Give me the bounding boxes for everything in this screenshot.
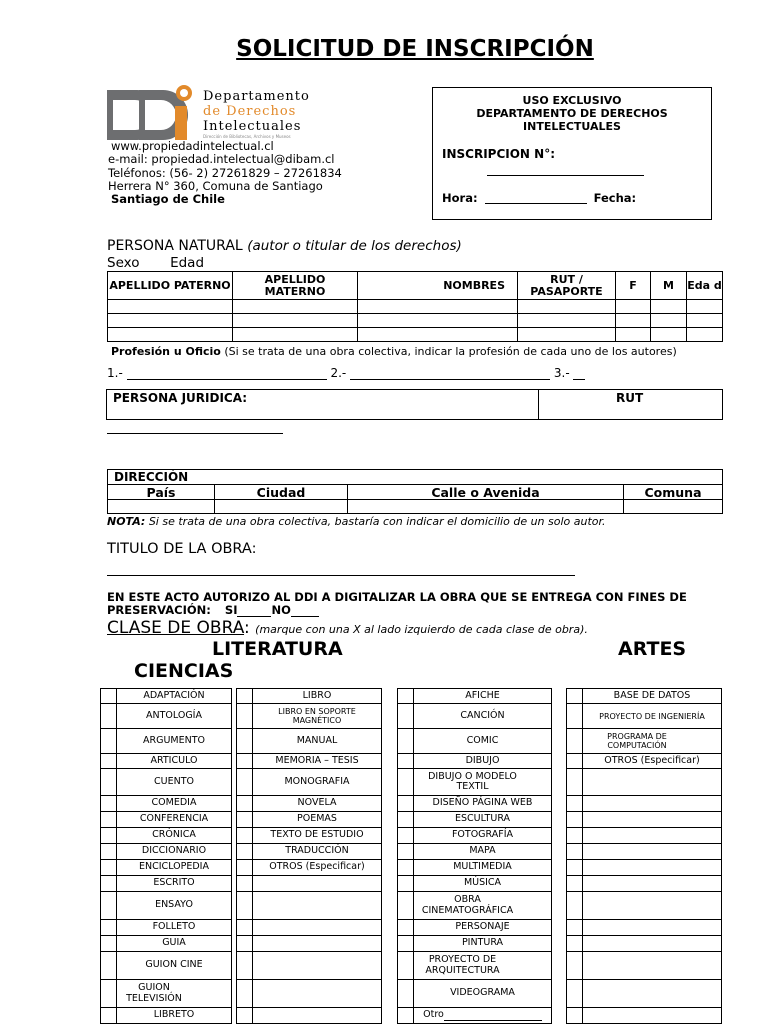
fecha-label: Fecha: bbox=[593, 191, 637, 205]
list-item: GUIA bbox=[117, 936, 232, 952]
checkbox[interactable] bbox=[567, 844, 583, 860]
checkbox[interactable] bbox=[398, 769, 414, 796]
uso-header bbox=[433, 94, 711, 133]
list-item: ENSAYO bbox=[117, 892, 232, 920]
cell[interactable] bbox=[616, 300, 651, 314]
checkbox[interactable] bbox=[567, 952, 583, 980]
empty-item[interactable] bbox=[583, 796, 722, 812]
clase-obra-heading bbox=[107, 618, 588, 638]
checkbox[interactable] bbox=[237, 936, 253, 952]
cell[interactable] bbox=[358, 328, 518, 342]
checkbox[interactable] bbox=[398, 812, 414, 828]
checkbox[interactable] bbox=[567, 980, 583, 1008]
checkbox[interactable] bbox=[567, 729, 583, 754]
empty-item[interactable] bbox=[583, 892, 722, 920]
clase-obra-label: CLASE DE OBRA bbox=[107, 618, 245, 638]
checkbox[interactable] bbox=[101, 769, 117, 796]
uso-exclusivo-box bbox=[432, 87, 712, 220]
list-item: FOTOGRAFÍA bbox=[414, 828, 552, 844]
checkbox[interactable] bbox=[398, 729, 414, 754]
checkbox[interactable] bbox=[398, 828, 414, 844]
checkbox[interactable] bbox=[398, 796, 414, 812]
checkbox[interactable] bbox=[398, 844, 414, 860]
contact-web: www.propiedadintelectual.cl bbox=[111, 139, 274, 153]
checkbox[interactable] bbox=[101, 844, 117, 860]
checkbox[interactable] bbox=[398, 892, 414, 920]
inscripcion-label: INSCRIPCION N°: bbox=[442, 147, 555, 161]
table-row bbox=[108, 300, 723, 314]
checkbox[interactable] bbox=[237, 796, 253, 812]
autorizacion-line-2 bbox=[107, 604, 687, 617]
checkbox[interactable] bbox=[101, 860, 117, 876]
nota-text: Si se trata de una obra colectiva, bastaría con indicar el domicilio de un solo autor. bbox=[148, 515, 606, 528]
list-item: PINTURA bbox=[414, 936, 552, 952]
list-item: LIBRETO bbox=[117, 1008, 232, 1024]
list-item: DIBUJO O MODELO TEXTIL bbox=[414, 769, 552, 796]
autorizacion-block bbox=[107, 591, 687, 617]
list-item: VIDEOGRAMA bbox=[414, 980, 552, 1008]
cell[interactable] bbox=[518, 314, 616, 328]
uso-line-2: DEPARTAMENTO DE DERECHOS bbox=[476, 107, 668, 120]
list-item: TEXTO DE ESTUDIO bbox=[253, 828, 382, 844]
empty-item[interactable] bbox=[583, 920, 722, 936]
table-row bbox=[108, 328, 723, 342]
list-item: OTROS (Especificar) bbox=[253, 860, 382, 876]
empty-item[interactable] bbox=[583, 812, 722, 828]
empty-item[interactable] bbox=[583, 860, 722, 876]
empty-item[interactable] bbox=[583, 876, 722, 892]
list-item: CRÓNICA bbox=[117, 828, 232, 844]
otro-field[interactable] bbox=[444, 1012, 542, 1021]
checkbox[interactable] bbox=[237, 689, 253, 704]
cell[interactable] bbox=[108, 328, 233, 342]
header-pais: País bbox=[108, 485, 215, 500]
checkbox[interactable] bbox=[101, 689, 117, 704]
cell[interactable] bbox=[233, 328, 358, 342]
page-title: SOLICITUD DE INSCRIPCIÓN bbox=[236, 36, 594, 62]
checkbox[interactable] bbox=[101, 828, 117, 844]
list-item: ARTICULO bbox=[117, 754, 232, 769]
checkbox[interactable] bbox=[237, 980, 253, 1008]
checkbox[interactable] bbox=[237, 769, 253, 796]
list-item: MEMORIA – TESIS bbox=[253, 754, 382, 769]
list-item: MULTIMEDIA bbox=[414, 860, 552, 876]
divider bbox=[538, 390, 539, 419]
list-item: GUION CINE bbox=[117, 952, 232, 980]
otro-item bbox=[414, 1008, 552, 1024]
hora-underline bbox=[485, 203, 587, 204]
header-f: F bbox=[616, 272, 651, 300]
checkbox[interactable] bbox=[567, 828, 583, 844]
logo-line-1: Departamento bbox=[203, 89, 310, 104]
checkbox[interactable] bbox=[237, 729, 253, 754]
list-item: CONFERENCIA bbox=[117, 812, 232, 828]
profesion-text: (Si se trata de una obra colectiva, indicar la profesión de cada uno de los autores) bbox=[224, 345, 677, 358]
list-item: CUENTO bbox=[117, 769, 232, 796]
list-item: COMIC bbox=[414, 729, 552, 754]
category-artes: ARTES bbox=[618, 638, 687, 660]
empty-item[interactable] bbox=[253, 876, 382, 892]
checkbox[interactable] bbox=[398, 936, 414, 952]
si-label: SI bbox=[224, 603, 238, 617]
cell[interactable] bbox=[215, 500, 348, 514]
checkbox[interactable] bbox=[398, 920, 414, 936]
empty-item[interactable] bbox=[253, 920, 382, 936]
list-item: PERSONAJE bbox=[414, 920, 552, 936]
profesion-label: Profesión u Oficio bbox=[111, 345, 221, 358]
checkbox[interactable] bbox=[398, 754, 414, 769]
empty-item[interactable] bbox=[253, 892, 382, 920]
checkbox[interactable] bbox=[101, 892, 117, 920]
empty-item[interactable] bbox=[253, 980, 382, 1008]
nota-row bbox=[107, 515, 606, 528]
list-item: LIBRO EN SOPORTE MAGNÉTICO bbox=[253, 704, 382, 729]
persona-natural-label: PERSONA NATURAL bbox=[107, 238, 243, 254]
list-item: TRADUCCIÓN bbox=[253, 844, 382, 860]
profesion-3-field[interactable] bbox=[573, 378, 585, 380]
cell[interactable] bbox=[687, 314, 723, 328]
contact-email: e-mail: propiedad.intelectual@dibam.cl bbox=[108, 152, 335, 167]
cell[interactable] bbox=[518, 300, 616, 314]
persona-juridica-label: PERSONA JURIDICA: bbox=[113, 391, 248, 405]
checkbox[interactable] bbox=[237, 844, 253, 860]
cell[interactable] bbox=[108, 300, 233, 314]
checkbox[interactable] bbox=[398, 860, 414, 876]
checkbox[interactable] bbox=[567, 1008, 583, 1024]
header-rut: RUT / PASAPORTE bbox=[518, 272, 616, 300]
cell[interactable] bbox=[358, 300, 518, 314]
direccion-table bbox=[107, 469, 723, 514]
literatura-col-2 bbox=[236, 688, 382, 1024]
empty-item[interactable] bbox=[253, 952, 382, 980]
clase-colon: : bbox=[244, 618, 250, 638]
checkbox[interactable] bbox=[237, 892, 253, 920]
list-item: OTROS (Especificar) bbox=[583, 754, 722, 769]
list-item: AFICHE bbox=[414, 689, 552, 704]
list-item: ENCICLOPEDIA bbox=[117, 860, 232, 876]
header-apellido-paterno: APELLIDO PATERNO bbox=[108, 272, 233, 300]
contact-city: Santiago de Chile bbox=[111, 192, 225, 207]
persona-natural-heading bbox=[107, 238, 462, 254]
checkbox[interactable] bbox=[101, 812, 117, 828]
cell[interactable] bbox=[108, 314, 233, 328]
cell[interactable] bbox=[233, 314, 358, 328]
cell[interactable] bbox=[651, 328, 687, 342]
empty-item[interactable] bbox=[253, 936, 382, 952]
logo-line-2: de Derechos bbox=[203, 104, 297, 119]
nota-label: NOTA: bbox=[107, 515, 146, 528]
artes-col bbox=[397, 688, 552, 1024]
si-field[interactable] bbox=[237, 615, 271, 617]
list-item: PROYECTO DE ARQUITECTURA bbox=[414, 952, 552, 980]
checkbox[interactable] bbox=[101, 876, 117, 892]
juridica-underline bbox=[107, 433, 283, 434]
profesion-1-label: 1.- bbox=[107, 366, 123, 380]
checkbox[interactable] bbox=[101, 936, 117, 952]
logo-subtitle: Dirección de Bibliotecas, Archivos y Museos bbox=[203, 134, 291, 139]
checkbox[interactable] bbox=[567, 769, 583, 796]
cell[interactable] bbox=[687, 300, 723, 314]
uso-line-3: INTELECTUALES bbox=[523, 120, 621, 133]
list-item: DIBUJO bbox=[414, 754, 552, 769]
autorizacion-line-1: EN ESTE ACTO AUTORIZO AL DDI A DIGITALIZAR LA OBRA QUE SE ENTREGA CON FINES DE bbox=[107, 590, 687, 604]
empty-item[interactable] bbox=[583, 844, 722, 860]
persona-juridica-box[interactable] bbox=[106, 389, 723, 420]
cell[interactable] bbox=[518, 328, 616, 342]
cell[interactable] bbox=[616, 328, 651, 342]
header-nombres: NOMBRES bbox=[358, 272, 518, 300]
cell[interactable] bbox=[624, 500, 723, 514]
list-item: PROYECTO DE INGENIERÍA bbox=[583, 704, 722, 729]
header-apellido-materno: APELLIDO MATERNO bbox=[233, 272, 358, 300]
profesion-lines bbox=[107, 366, 585, 380]
checkbox[interactable] bbox=[567, 936, 583, 952]
list-item: DISEÑO PÁGINA WEB bbox=[414, 796, 552, 812]
empty-item[interactable] bbox=[583, 952, 722, 980]
category-literatura: LITERATURA bbox=[212, 638, 343, 660]
table-row bbox=[108, 314, 723, 328]
titulo-obra-field[interactable] bbox=[107, 575, 575, 576]
list-item: PROGRAMA DE COMPUTACIÓN bbox=[583, 729, 722, 754]
checkbox[interactable] bbox=[101, 729, 117, 754]
empty-item[interactable] bbox=[583, 936, 722, 952]
list-item: GUION TELEVISIÓN bbox=[117, 980, 232, 1008]
checkbox[interactable] bbox=[237, 952, 253, 980]
contact-block bbox=[108, 140, 342, 206]
edad-label: Edad bbox=[170, 255, 205, 271]
cell[interactable] bbox=[108, 500, 215, 514]
profesion-row bbox=[111, 345, 677, 358]
list-item: ESCRITO bbox=[117, 876, 232, 892]
profesion-2-label: 2.- bbox=[330, 366, 347, 380]
checkbox[interactable] bbox=[101, 920, 117, 936]
checkbox[interactable] bbox=[567, 860, 583, 876]
list-item: LIBRO bbox=[253, 689, 382, 704]
cell[interactable] bbox=[358, 314, 518, 328]
checkbox[interactable] bbox=[567, 920, 583, 936]
list-item: POEMAS bbox=[253, 812, 382, 828]
checkbox[interactable] bbox=[101, 796, 117, 812]
checkbox[interactable] bbox=[237, 1008, 253, 1024]
checkbox[interactable] bbox=[101, 1008, 117, 1024]
list-item: MAPA bbox=[414, 844, 552, 860]
profesion-2-field[interactable] bbox=[350, 378, 550, 380]
checkbox[interactable] bbox=[567, 796, 583, 812]
cell[interactable] bbox=[233, 300, 358, 314]
hora-label: Hora: bbox=[442, 191, 478, 205]
profesion-1-field[interactable] bbox=[127, 378, 327, 380]
preservacion-label: PRESERVACIÓN: bbox=[107, 603, 211, 617]
list-item: FOLLETO bbox=[117, 920, 232, 936]
checkbox[interactable] bbox=[567, 704, 583, 729]
list-item: ADAPTACIÓN bbox=[117, 689, 232, 704]
direccion-label: DIRECCIÓN bbox=[108, 470, 723, 485]
list-item: COMEDIA bbox=[117, 796, 232, 812]
checkbox[interactable] bbox=[398, 952, 414, 980]
checkbox[interactable] bbox=[567, 892, 583, 920]
checkbox[interactable] bbox=[237, 876, 253, 892]
literatura-col-1 bbox=[100, 688, 232, 1024]
titulo-obra-label: TITULO DE LA OBRA: bbox=[107, 541, 257, 557]
checkbox[interactable] bbox=[398, 704, 414, 729]
category-ciencias: CIENCIAS bbox=[134, 660, 234, 682]
list-item: OBRA CINEMATOGRÁFICA bbox=[414, 892, 552, 920]
checkbox[interactable] bbox=[237, 754, 253, 769]
cell[interactable] bbox=[651, 300, 687, 314]
checkbox[interactable] bbox=[101, 704, 117, 729]
ciencias-col bbox=[566, 688, 722, 1024]
checkbox[interactable] bbox=[237, 920, 253, 936]
list-item: BASE DE DATOS bbox=[583, 689, 722, 704]
logo-text bbox=[203, 89, 310, 134]
checkbox[interactable] bbox=[237, 860, 253, 876]
list-item: NOVELA bbox=[253, 796, 382, 812]
checkbox[interactable] bbox=[567, 689, 583, 704]
no-label: NO bbox=[271, 603, 291, 617]
list-item: MÚSICA bbox=[414, 876, 552, 892]
checkbox[interactable] bbox=[101, 952, 117, 980]
list-item: ESCULTURA bbox=[414, 812, 552, 828]
checkbox[interactable] bbox=[237, 812, 253, 828]
header-edad: Eda d bbox=[687, 272, 723, 300]
otro-label: Otro bbox=[423, 1009, 444, 1021]
checkbox[interactable] bbox=[398, 689, 414, 704]
cell[interactable] bbox=[687, 328, 723, 342]
inscripcion-field[interactable] bbox=[487, 175, 644, 176]
empty-item[interactable] bbox=[253, 1008, 382, 1024]
uso-line-1: USO EXCLUSIVO bbox=[522, 94, 622, 107]
no-field[interactable] bbox=[291, 615, 319, 617]
checkbox[interactable] bbox=[398, 980, 414, 1008]
checkbox[interactable] bbox=[567, 754, 583, 769]
logo-line-3: Intelectuales bbox=[203, 119, 302, 134]
checkbox[interactable] bbox=[398, 1008, 414, 1024]
contact-address: Herrera N° 360, Comuna de Santiago bbox=[108, 178, 323, 193]
checkbox[interactable] bbox=[237, 704, 253, 729]
clase-obra-hint: (marque con una X al lado izquierdo de cada clase de obra). bbox=[255, 623, 588, 636]
persona-natural-sub: (autor o titular de los derechos) bbox=[247, 238, 462, 254]
list-item: ARGUMENTO bbox=[117, 729, 232, 754]
cell[interactable] bbox=[348, 500, 624, 514]
header-m: M bbox=[651, 272, 687, 300]
rut-label: RUT bbox=[616, 391, 644, 405]
cell[interactable] bbox=[651, 314, 687, 328]
list-item: MONOGRAFIA bbox=[253, 769, 382, 796]
sexo-edad-row bbox=[107, 255, 204, 271]
checkbox[interactable] bbox=[567, 876, 583, 892]
checkbox[interactable] bbox=[398, 876, 414, 892]
checkbox[interactable] bbox=[101, 980, 117, 1008]
contact-phones: Teléfonos: (56- 2) 27261829 – 27261834 bbox=[108, 165, 342, 180]
empty-item[interactable] bbox=[583, 769, 722, 796]
header-comuna: Comuna bbox=[624, 485, 723, 500]
list-item: MANUAL bbox=[253, 729, 382, 754]
checkbox[interactable] bbox=[237, 828, 253, 844]
persona-table bbox=[107, 271, 723, 342]
cell[interactable] bbox=[616, 314, 651, 328]
checkbox[interactable] bbox=[567, 812, 583, 828]
checkbox[interactable] bbox=[101, 754, 117, 769]
empty-item[interactable] bbox=[583, 828, 722, 844]
header-calle: Calle o Avenida bbox=[348, 485, 624, 500]
empty-item[interactable] bbox=[583, 1008, 722, 1024]
list-item: DICCIONARIO bbox=[117, 844, 232, 860]
sexo-label: Sexo bbox=[107, 255, 140, 271]
table-row bbox=[108, 500, 723, 514]
header-ciudad: Ciudad bbox=[215, 485, 348, 500]
empty-item[interactable] bbox=[583, 980, 722, 1008]
list-item: CANCIÓN bbox=[414, 704, 552, 729]
list-item: ANTOLOGÍA bbox=[117, 704, 232, 729]
profesion-3-label: 3.- bbox=[553, 366, 570, 380]
